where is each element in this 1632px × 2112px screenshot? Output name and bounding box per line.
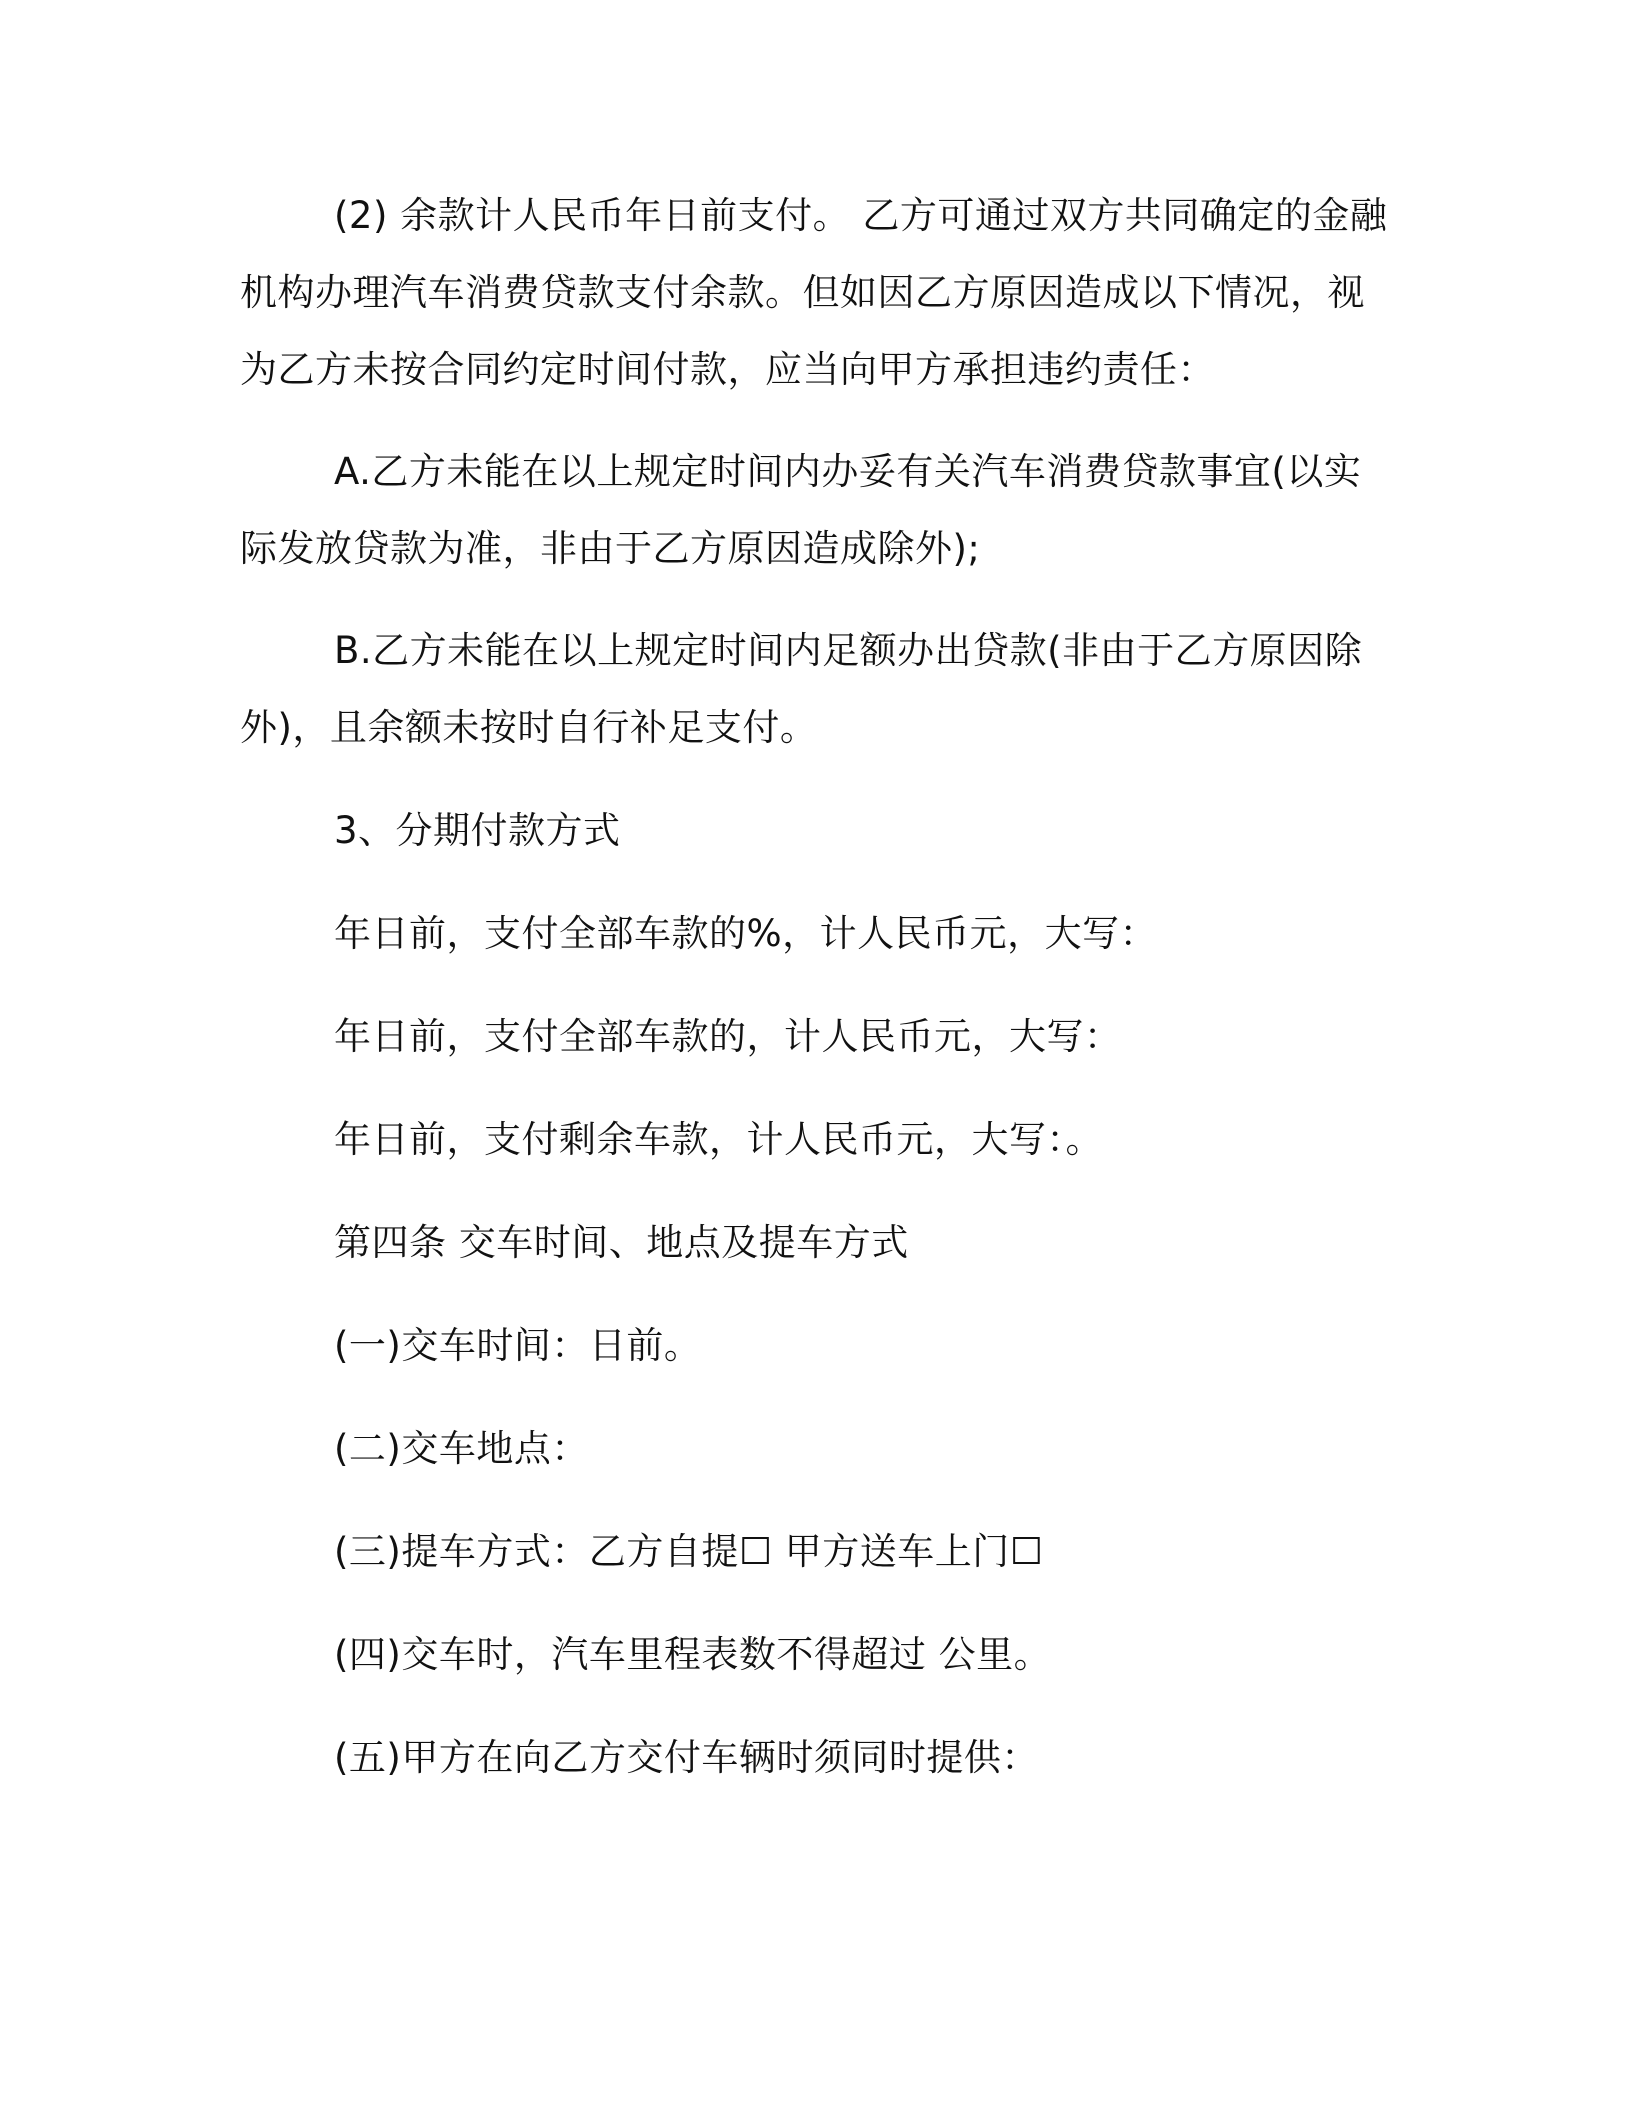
delivery-time: (一)交车时间：日前。 <box>334 1324 702 1367</box>
article-heading-delivery: 第四条 交车时间、地点及提车方式 <box>334 1221 909 1264</box>
odometer-limit: (四)交车时，汽车里程表数不得超过 公里。 <box>334 1633 1052 1676</box>
section-heading-installment: 3、分期付款方式 <box>334 809 621 852</box>
pickup-method: (三)提车方式：乙方自提☐ 甲方送车上门☐ <box>334 1530 1044 1573</box>
installment-line-1: 年日前，支付全部车款的%，计人民币元，大写： <box>334 912 1158 955</box>
delivery-documents: (五)甲方在向乙方交付车辆时须同时提供： <box>334 1736 1039 1779</box>
installment-line-2: 年日前，支付全部车款的，计人民币元，大写： <box>334 1015 1122 1058</box>
paragraph-balance-payment: (2) 余款计人民币年日前支付。 乙方可通过双方共同确定的金融机构办理汽车消费贷款支付余款。但如因乙方原因造成以下情况，视为乙方未按合同约定时间付款，应当向甲方承担违约责任： <box>240 194 1388 391</box>
paragraph-clause-a: A.乙方未能在以上规定时间内办妥有关汽车消费贷款事宜(以实际发放贷款为准，非由于乙方原因造成除外); <box>240 450 1362 570</box>
installment-line-3: 年日前，支付剩余车款，计人民币元，大写：。 <box>334 1118 1103 1161</box>
delivery-place: (二)交车地点： <box>334 1427 589 1470</box>
paragraph-clause-b: B.乙方未能在以上规定时间内足额办出贷款(非由于乙方原因除外)，且余额未按时自行补足支付。 <box>240 629 1363 749</box>
